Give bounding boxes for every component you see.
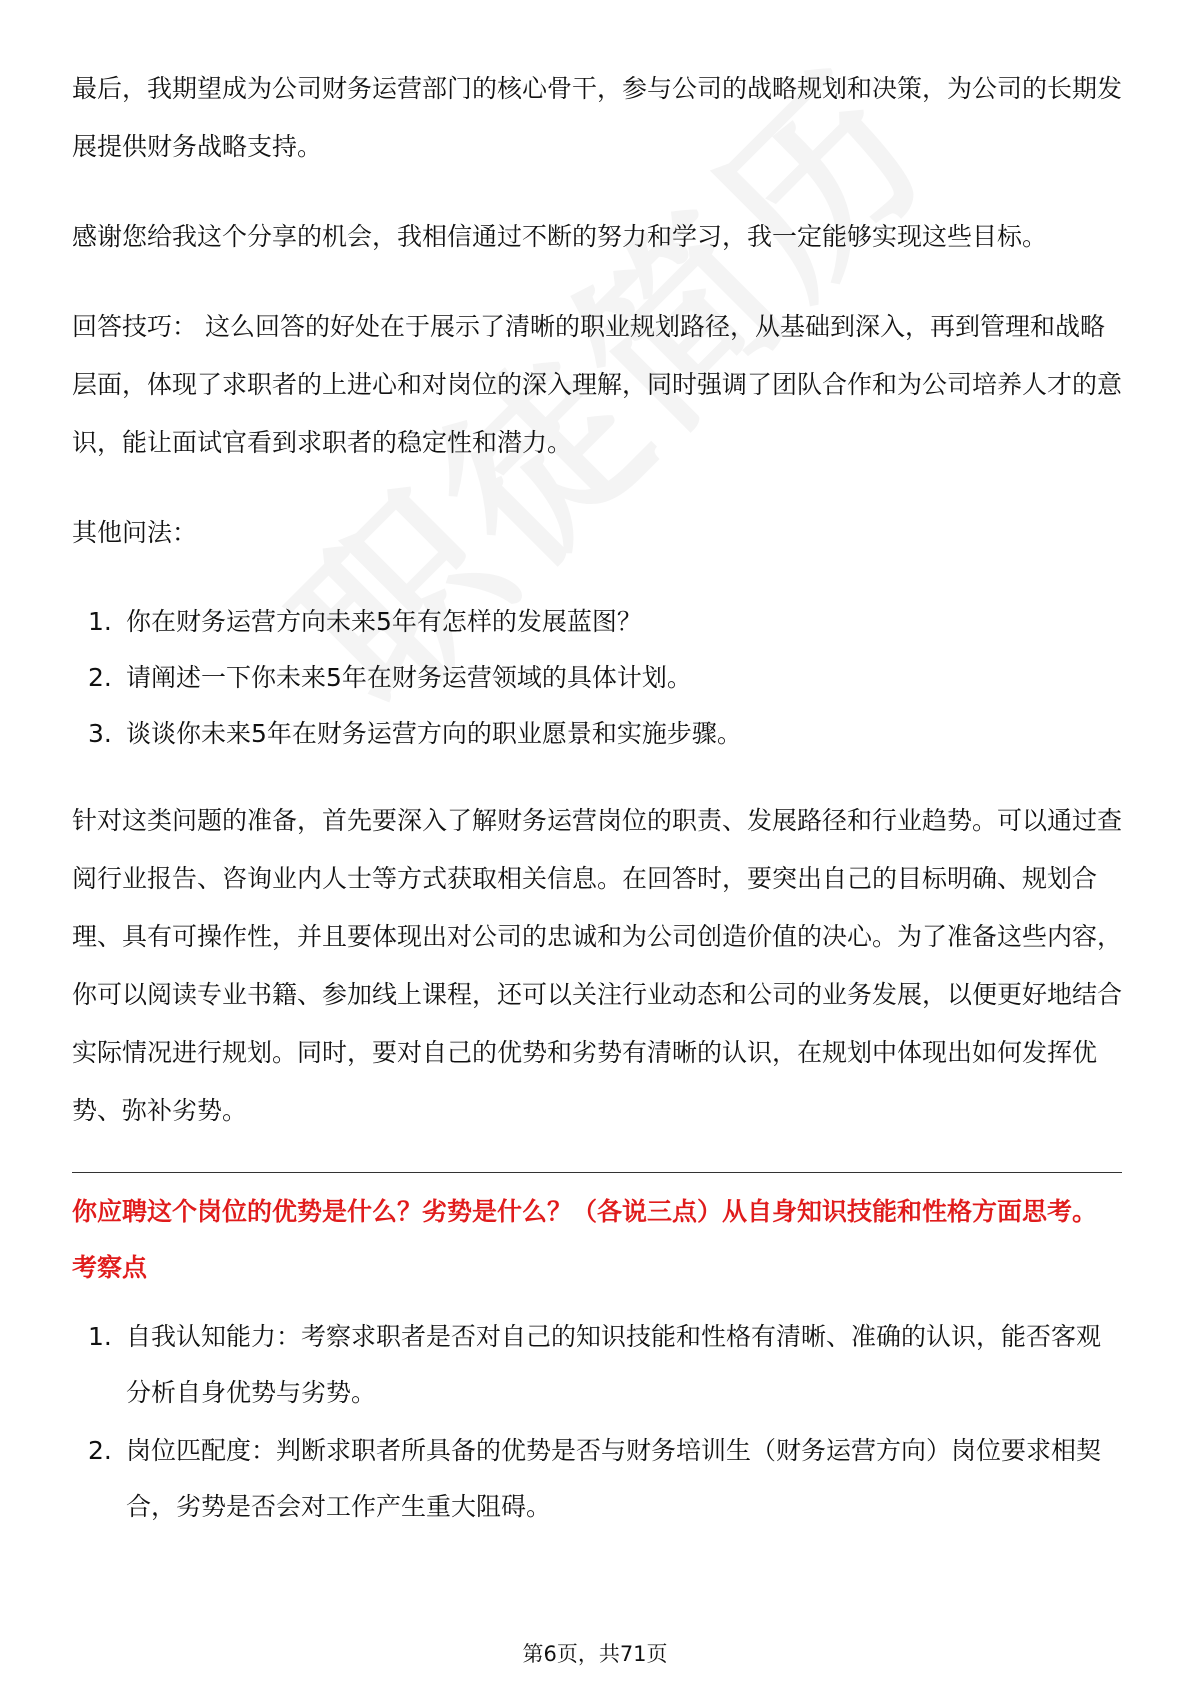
list-item-text: 谈谈你未来5年在财务运营方向的职业愿景和实施步骤。 [126,719,742,748]
list-number: 2. [88,1436,112,1465]
list-item-text: 你在财务运营方向未来5年有怎样的发展蓝图？ [126,607,642,636]
other-questions-list [72,594,1122,762]
paragraph-preparation: 针对这类问题的准备，首先要深入了解财务运营岗位的职责、发展路径和行业趋势。可以通过查阅行业报告、咨询业内人士等方式获取相关信息。在回答时，要突出自己的目标明确、规划合理、具有可操作性，并且要体现出对公司的忠诚和为公司创造价值的决心。为了准备这些内容，你可以阅读专业书籍、参加线上课程，还可以关注行业动态和公司的业务发展，以便更好地结合实际情况进行规划。同时，要对自己的优势和劣势有清晰的认识，在规划中体现出如何发挥优势、弥补劣势。 [72,806,1123,1125]
list-item-text: 自我认知能力：考察求职者是否对自己的知识技能和性格有清晰、准确的认识，能否客观分析自身优势与劣势。 [126,1322,1102,1407]
list-item-text: 岗位匹配度：判断求职者所具备的优势是否与财务培训生（财务运营方向）岗位要求相契合，劣势是否会对工作产生重大阻碍。 [126,1436,1102,1521]
list-item [72,594,1122,650]
assessment-points-list [72,1309,1122,1535]
divider [72,1172,1122,1173]
list-number: 1. [88,1322,112,1351]
paragraph-closing-goal: 最后，我期望成为公司财务运营部门的核心骨干，参与公司的战略规划和决策，为公司的长期发展提供财务战略支持。 [72,74,1123,161]
list-number: 1. [88,607,112,636]
paragraph-answer-tips: 回答技巧： 这么回答的好处在于展示了清晰的职业规划路径，从基础到深入，再到管理和战略层面，体现了求职者的上进心和对岗位的深入理解，同时强调了团队合作和为公司培养人才的意识，能让面试官看到求职者的稳定性和潜力。 [72,312,1123,457]
section-title: 考察点 [72,1253,148,1282]
question-heading: 你应聘这个岗位的优势是什么？劣势是什么？（各说三点）从自身知识技能和性格方面思考。 [72,1197,1098,1226]
list-number: 2. [88,663,112,692]
list-item [72,706,1122,762]
list-number: 3. [88,719,112,748]
paragraph-thanks: 感谢您给我这个分享的机会，我相信通过不断的努力和学习，我一定能够实现这些目标。 [72,222,1048,251]
document-body [72,60,1122,1537]
list-item [72,1423,1122,1535]
list-item-text: 请阐述一下你未来5年在财务运营领域的具体计划。 [126,663,692,692]
paragraph-other-questions-label: 其他问法： [72,518,198,547]
page-footer: 第6页，共71页 [522,1642,668,1666]
list-item [72,1309,1122,1421]
list-item [72,650,1122,706]
